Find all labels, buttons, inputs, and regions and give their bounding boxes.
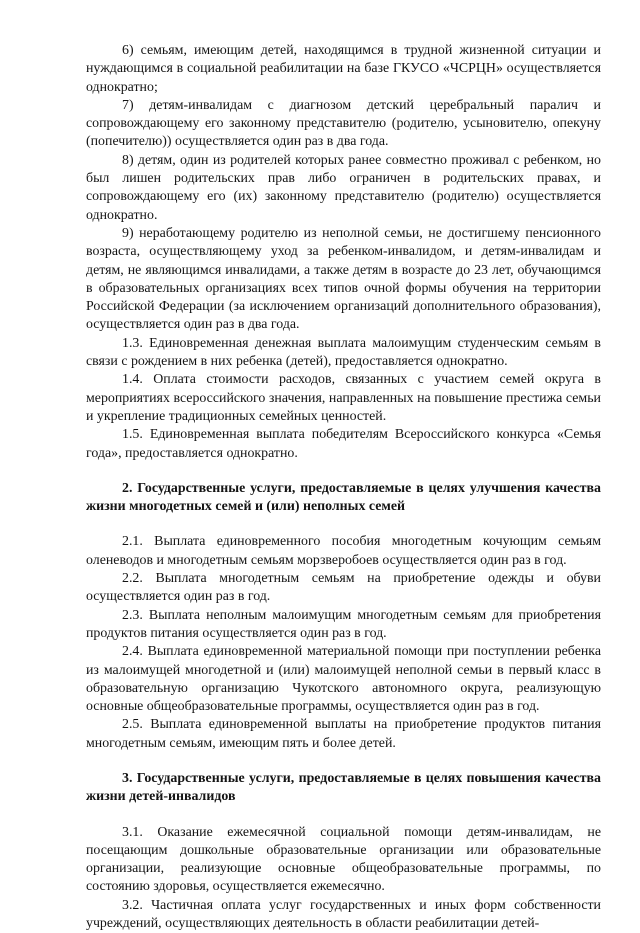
paragraph-1-5: 1.5. Единовременная выплата победителям Всероссийского конкурса «Семья года», предоставляется однократно. <box>86 427 601 461</box>
paragraph-3-2: 3.2. Частичная оплата услуг государственных и иных форм собственности учреждений, осуществляющих деятельность в области реабилитации детей- <box>86 897 601 932</box>
section-spacer <box>86 807 601 824</box>
paragraph-2-3: 2.3. Выплата неполным малоимущим многодетным семьям для приобретения продуктов питания осуществляется один раз в год. <box>86 607 601 641</box>
paragraph-2-4: 2.4. Выплата единовременной материальной помощи при поступлении ребенка из малоимущей многодетной и (или) малоимущей неполной семьи в первый класс в образовательную организацию Чукотского автономного округа, реализующую основные общеобразовательные программы, осуществляется один раз в год. <box>86 644 601 715</box>
paragraph-item-6: 6) семьям, имеющим детей, находящимся в трудной жизненной ситуации и нуждающимся в социальной реабилитации на базе ГКУСО «ЧСРЦН» осуществляется однократно; <box>86 43 601 95</box>
paragraph-2-2: 2.2. Выплата многодетным семьям на приобретение одежды и обуви осуществляется один раз в год. <box>86 571 601 605</box>
paragraph-item-8: 8) детям, один из родителей которых ранее совместно проживал с ребенком, но был лишен родительских прав либо ограничен в родительских правах, и сопровождающему его (их) законному представителю (родителю) осуществляется однократно. <box>86 152 601 223</box>
document-page <box>86 42 601 933</box>
section-2-heading: 2. Государственные услуги, предоставляемые в целях улучшения качества жизни многодетных семей и (или) неполных семей <box>86 480 601 515</box>
paragraph-2-5: 2.5. Выплата единовременной выплаты на приобретение продуктов питания многодетным семьям, имеющим пять и более детей. <box>86 717 601 751</box>
paragraph-item-7: 7) детям-инвалидам с диагнозом детский церебральный паралич и сопровождающему его законному представителю (родителю, усыновителю, опекуну (попечителю)) осуществляется один раз в два года. <box>86 97 601 150</box>
paragraph-2-1: 2.1. Выплата единовременного пособия многодетным кочующим семьям оленеводов и многодетным семьям морзверобоев осуществляется один раз в год. <box>86 534 601 568</box>
section-3-heading: 3. Государственные услуги, предоставляемые в целях повышения качества жизни детей-инвалидов <box>86 770 601 805</box>
section-spacer <box>86 463 601 480</box>
section-spacer <box>86 753 601 770</box>
paragraph-1-4: 1.4. Оплата стоимости расходов, связанных с участием семей округа в мероприятиях всероссийского значения, направленных на повышение престижа семьи и укрепление традиционных семейных ценностей. <box>86 372 601 424</box>
section-spacer <box>86 516 601 533</box>
paragraph-item-9: 9) неработающему родителю из неполной семьи, не достигшему пенсионного возраста, осуществляющему уход за ребенком-инвалидом, и детям-инвалидам и детям, не являющимся инвалидами, а также детям в возрасте до 23 лет, обучающимся в образовательных организациях всех типов очной формы обучения на территории Российской Федерации (за исключением организаций дополнительного образования), осуществляется один раз в два года. <box>86 225 601 333</box>
paragraph-3-1: 3.1. Оказание ежемесячной социальной помощи детям-инвалидам, не посещающим дошкольные образовательные организации или образовательные организации, реализующие основные общеобразовательные программы, по состоянию здоровья, осуществляется ежемесячно. <box>86 824 601 895</box>
paragraph-1-3: 1.3. Единовременная денежная выплата малоимущим студенческим семьям в связи с рождением в них ребенка (детей), предоставляется однократно. <box>86 335 601 370</box>
